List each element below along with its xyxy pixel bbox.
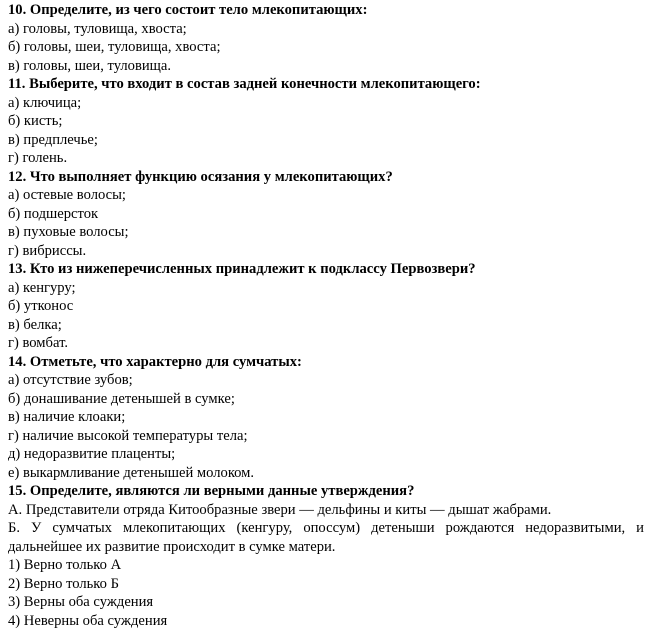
answer-option: б) донашивание детенышей в сумке; [8, 390, 235, 407]
statement: Б. У сумчатых млекопитающих (кенгуру, опоссум) детеныши рождаются недоразвитыми, и дальнейшее их развитие происходит в сумке матери. [8, 520, 644, 555]
question-10 [8, 1, 644, 75]
question-13 [8, 260, 644, 353]
answer-option: г) вомбат. [8, 335, 68, 351]
question-11 [8, 75, 644, 168]
question-title: 15. Определите, являются ли верными данные утверждения? [8, 483, 415, 499]
answer-option: г) наличие высокой температуры тела; [8, 427, 248, 444]
answer-option: 3) Верны оба суждения [8, 594, 154, 610]
answer-option: б) кисть; [8, 113, 63, 129]
question-title: 13. Кто из нижеперечисленных принадлежит к подклассу Первозвери? [8, 261, 476, 277]
answer-option: а) головы, туловища, хвоста; [8, 20, 187, 37]
answer-option: в) предплечье; [8, 131, 98, 148]
answer-option: в) наличие клоаки; [8, 409, 126, 425]
answer-option: б) утконос [8, 298, 74, 314]
answer-option: б) подшерсток [8, 205, 99, 222]
answer-option: 2) Верно только Б [8, 575, 119, 592]
answer-option: в) головы, шеи, туловища. [8, 57, 172, 74]
question-14 [8, 353, 644, 483]
answer-option: 1) Верно только А [8, 557, 122, 573]
answer-option: в) пуховые волосы; [8, 224, 129, 240]
answer-option: а) кенгуру; [8, 279, 76, 296]
answer-option: д) недоразвитие плаценты; [8, 446, 176, 462]
question-title: 11. Выберите, что входит в состав задней конечности млекопитающего: [8, 76, 481, 92]
statement: А. Представители отряда Китообразные звери — дельфины и киты — дышат жабрами. [8, 501, 552, 518]
answer-option: 4) Неверны оба суждения [8, 612, 168, 629]
answer-option: а) ключица; [8, 94, 82, 111]
question-title: 10. Определите, из чего состоит тело млекопитающих: [8, 2, 368, 18]
question-12 [8, 168, 644, 261]
answer-option: а) отсутствие зубов; [8, 372, 133, 388]
answer-option: а) остевые волосы; [8, 187, 126, 203]
answer-option: б) головы, шеи, туловища, хвоста; [8, 39, 221, 55]
question-title: 12. Что выполняет функцию осязания у млекопитающих? [8, 168, 393, 185]
question-15 [8, 482, 644, 630]
answer-option: г) вибриссы. [8, 242, 87, 259]
answer-option: е) выкармливание детенышей молоком. [8, 464, 255, 481]
question-title: 14. Отметьте, что характерно для сумчатых: [8, 353, 302, 370]
answer-option: в) белка; [8, 316, 62, 333]
answer-option: г) голень. [8, 150, 68, 166]
